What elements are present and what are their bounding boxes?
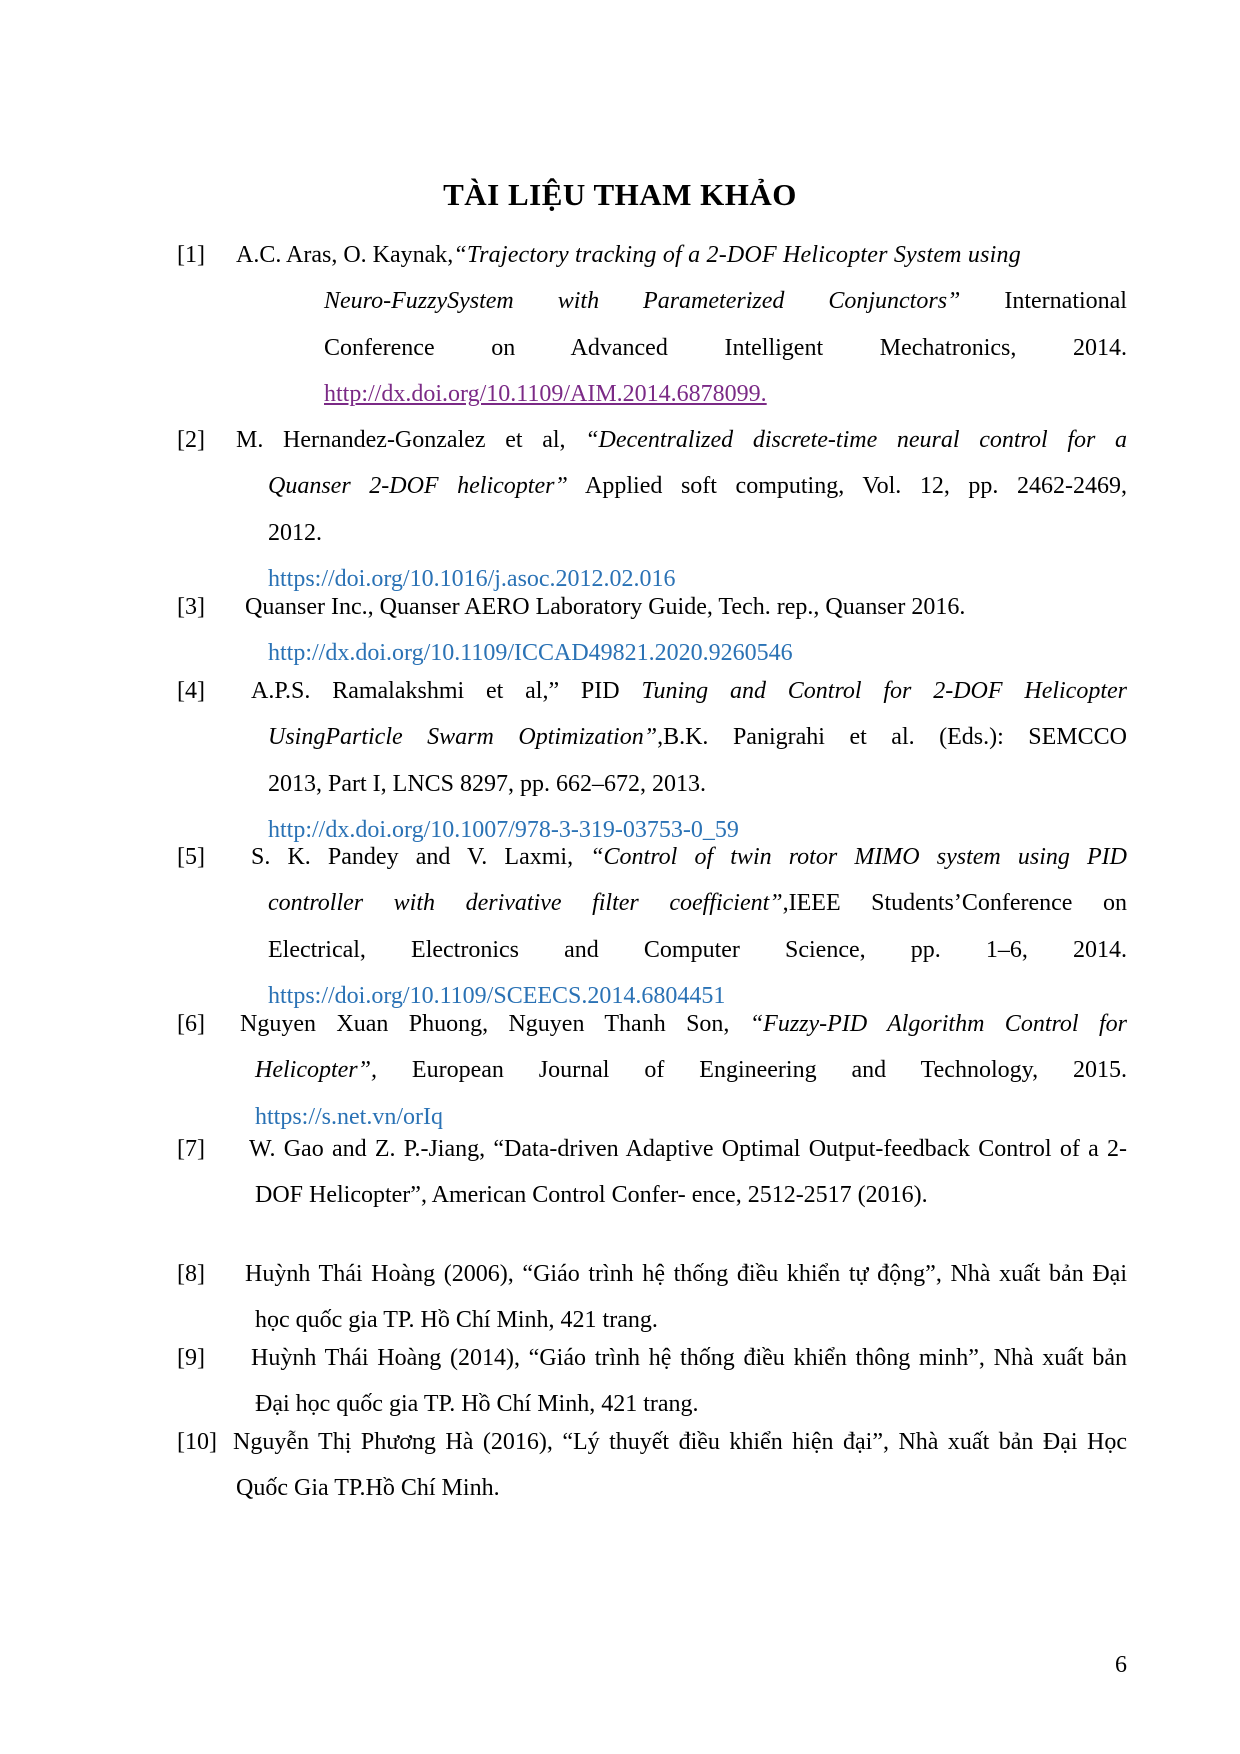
doi-link[interactable]: http://dx.doi.org/10.1109/ICCAD49821.2020.9260546 [268, 640, 793, 667]
reference-text: W. Gao and Z. P.-Jiang, “Data-driven Adaptive Optimal Output-feedback Control of a 2-DOF Helicopter”, American Control Confer- ence, 2512-2517 (2016). [249, 1136, 1127, 1209]
reference-text: Quanser Inc., Quanser AERO Laboratory Guide, Tech. rep., Quanser 2016. [245, 594, 966, 620]
reference-item-8 [177, 1251, 1127, 1335]
reference-item-9 [177, 1335, 1127, 1419]
reference-number: [2] [177, 427, 205, 453]
reference-number: [5] [177, 844, 205, 870]
reference-list [177, 232, 1127, 1503]
reference-item-2: [2] M. Hernandez-Gonzalez et al, “Decentralized discrete-time neural control for a Quanser 2-DOF helicopter” Applied soft computing, Vol. 12, pp. 2462-2469, 2012. https://doi.org/10.1016/j.asoc.2012.02.016 [177, 417, 1127, 584]
page-title: TÀI LIỆU THAM KHẢO [443, 177, 797, 212]
doi-link[interactable]: https://doi.org/10.1109/SCEECS.2014.6804451 [268, 983, 726, 1010]
doi-link[interactable]: http://dx.doi.org/10.1007/978-3-319-03753-0_59 [268, 817, 739, 844]
doi-link[interactable]: https://s.net.vn/orIq [255, 1103, 443, 1130]
reference-item-5: [5] S. K. Pandey and V. Laxmi, “Control of twin rotor MIMO system using PID controller with derivative filter coefficient”,IEEE Students’Conference on Electrical, Electronics and Computer Science, pp. 1–6, 2014. https://doi.org/10.1109/SCEECS.2014.6804451 [177, 834, 1127, 1001]
reference-number: [8] [177, 1261, 205, 1287]
reference-item-3 [177, 584, 1127, 668]
doi-link[interactable]: https://doi.org/10.1016/j.asoc.2012.02.016 [268, 566, 676, 593]
reference-number: [7] [177, 1136, 205, 1162]
reference-authors: A.C. Aras, O. Kaynak, [236, 242, 454, 268]
reference-text: Huỳnh Thái Hoàng (2006), “Giáo trình hệ thống điều khiển tự động”, Nhà xuất bản Đại học quốc gia TP. Hồ Chí Minh, 421 trang. [245, 1261, 1127, 1334]
reference-item-4: [4] A.P.S. Ramalakshmi et al,” PID Tuning and Control for 2-DOF Helicopter UsingParticle Swarm Optimization”,B.K. Panigrahi et al. (Eds.): SEMCCO 2013, Part I, LNCS 8297, pp. 662–672, 2013. http://dx.doi.org/10.1007/978-3-319-03753-0_59 [177, 668, 1127, 834]
reference-number: [10] [177, 1429, 217, 1455]
reference-number: [6] [177, 1011, 205, 1037]
reference-number: [9] [177, 1345, 205, 1371]
reference-number: [4] [177, 678, 205, 704]
reference-item-10 [177, 1419, 1127, 1503]
reference-item-7 [177, 1126, 1127, 1251]
reference-item-1: [1] A.C. Aras, O. Kaynak,“Trajectory tracking of a 2-DOF Helicopter System using Neuro-FuzzySystem with Parameterized Conjunctors” International Conference on Advanced Intelligent Mechatronics, 2014. http://dx.doi.org/10.1109/AIM.2014.6878099. [177, 232, 1127, 417]
reference-text: Huỳnh Thái Hoàng (2014), “Giáo trình hệ thống điều khiển thông minh”, Nhà xuất bản Đại học quốc gia TP. Hồ Chí Minh, 421 trang. [251, 1345, 1127, 1418]
reference-number: [1] [177, 242, 205, 268]
reference-number: [3] [177, 594, 205, 620]
doi-link[interactable]: http://dx.doi.org/10.1109/AIM.2014.6878099. [324, 381, 767, 408]
page-number: 6 [1115, 1652, 1127, 1678]
reference-text: Nguyễn Thị Phương Hà (2016), “Lý thuyết điều khiển hiện đại”, Nhà xuất bản Đại Học Quốc Gia TP.Hồ Chí Minh. [233, 1429, 1127, 1502]
reference-item-6: [6] Nguyen Xuan Phuong, Nguyen Thanh Son, “Fuzzy-PID Algorithm Control for Helicopter”, European Journal of Engineering and Technology, 2015. https://s.net.vn/orIq [177, 1001, 1127, 1126]
